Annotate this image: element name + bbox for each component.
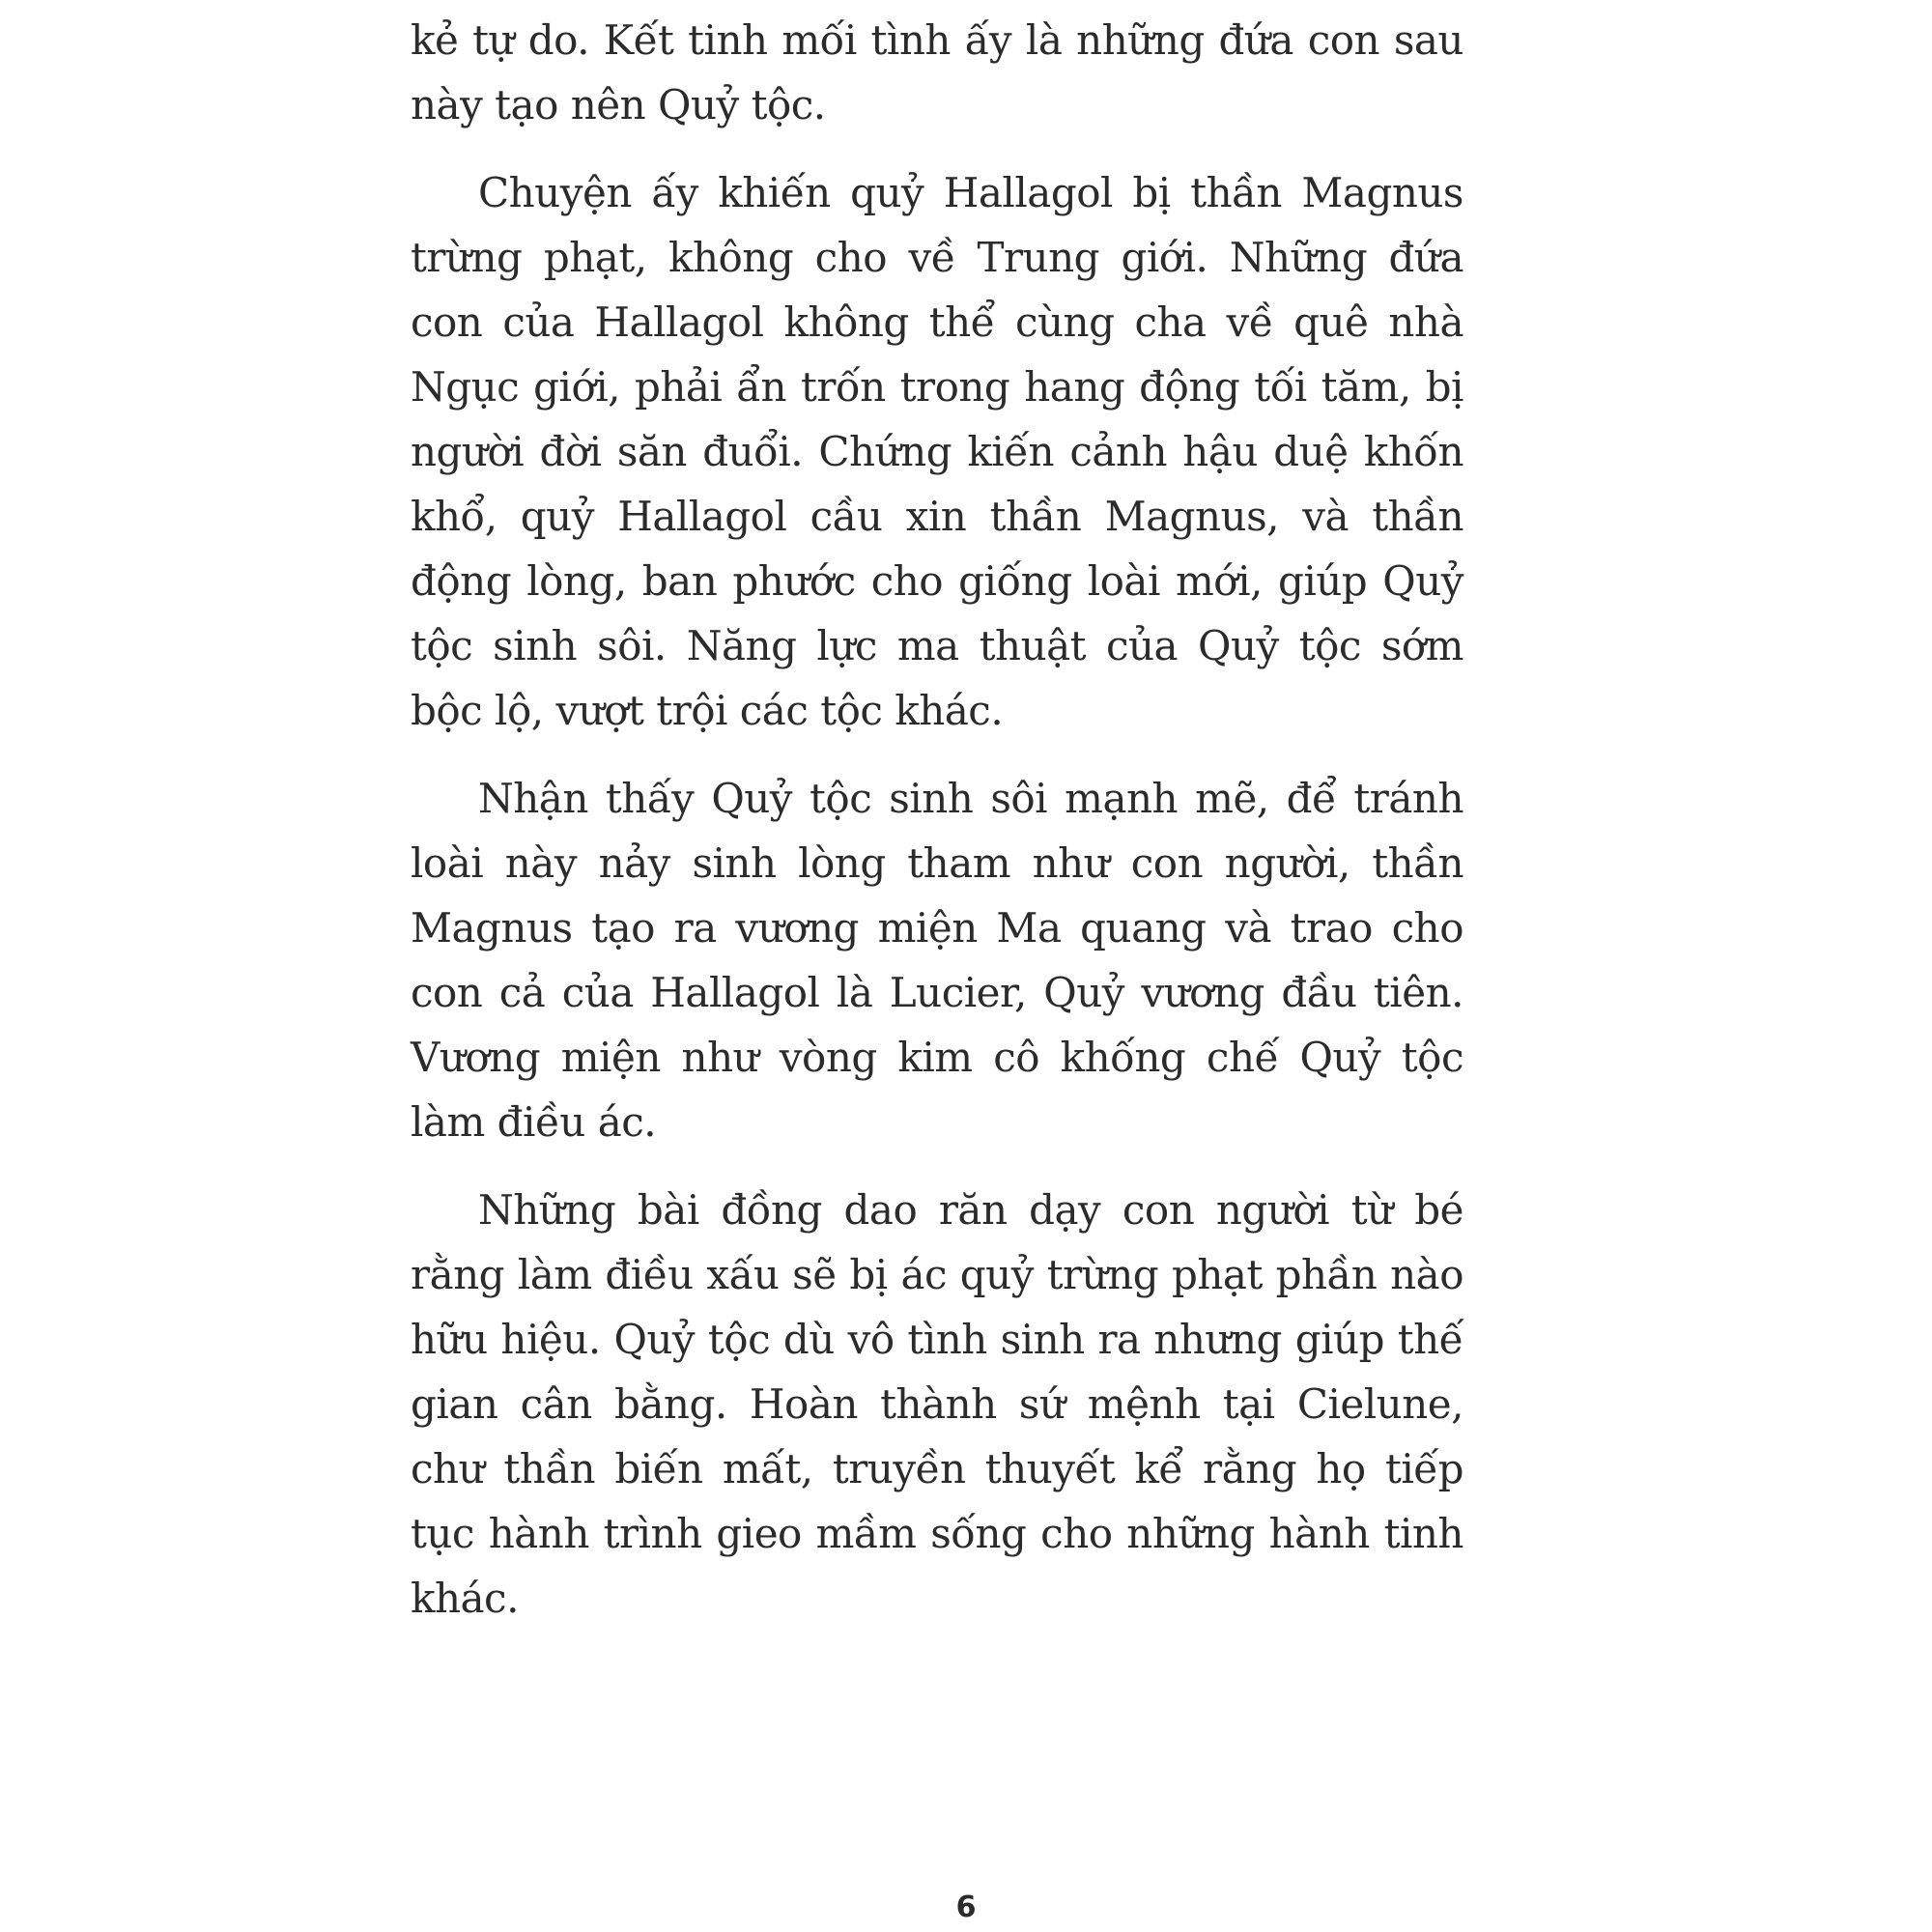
body-text (411, 8, 1463, 1654)
paragraph-magus-crown: Nhận thấy Quỷ tộc sinh sôi mạnh mẽ, để tránh loài này nảy sinh lòng tham như con người, thần Magnus tạo ra vương miện Ma quang và trao cho con cả của Hallagol là Lucier, Quỷ vương đầu tiên. Vương miện như vòng kim cô khống chế Quỷ tộc làm điều ác. (411, 775, 1463, 1146)
page-number: 6 (955, 1890, 977, 1924)
paragraph-continuation: kẻ tự do. Kết tinh mối tình ấy là những đứa con sau này tạo nên Quỷ tộc. (411, 16, 1463, 128)
paragraph-hallagol-punishment: Chuyện ấy khiến quỷ Hallagol bị thần Magnus trừng phạt, không cho về Trung giới. Những đứa con của Hallagol không thể cùng cha về quê nhà Ngục giới, phải ẩn trốn trong hang động tối tăm, bị người đời săn đuổi. Chứng kiến cảnh hậu duệ khốn khổ, quỷ Hallagol cầu xin thần Magnus, và thần động lòng, ban phước cho giống loài mới, giúp Quỷ tộc sinh sôi. Năng lực ma thuật của Quỷ tộc sớm bộc lộ, vượt trội các tộc khác. (411, 169, 1463, 734)
paragraph-nursery-rhymes: Những bài đồng dao răn dạy con người từ bé rằng làm điều xấu sẽ bị ác quỷ trừng phạt phần nào hữu hiệu. Quỷ tộc dù vô tình sinh ra nhưng giúp thế gian cân bằng. Hoàn thành sứ mệnh tại Cielune, chư thần biến mất, truyền thuyết kể rằng họ tiếp tục hành trình gieo mầm sống cho những hành tinh khác. (411, 1186, 1463, 1622)
